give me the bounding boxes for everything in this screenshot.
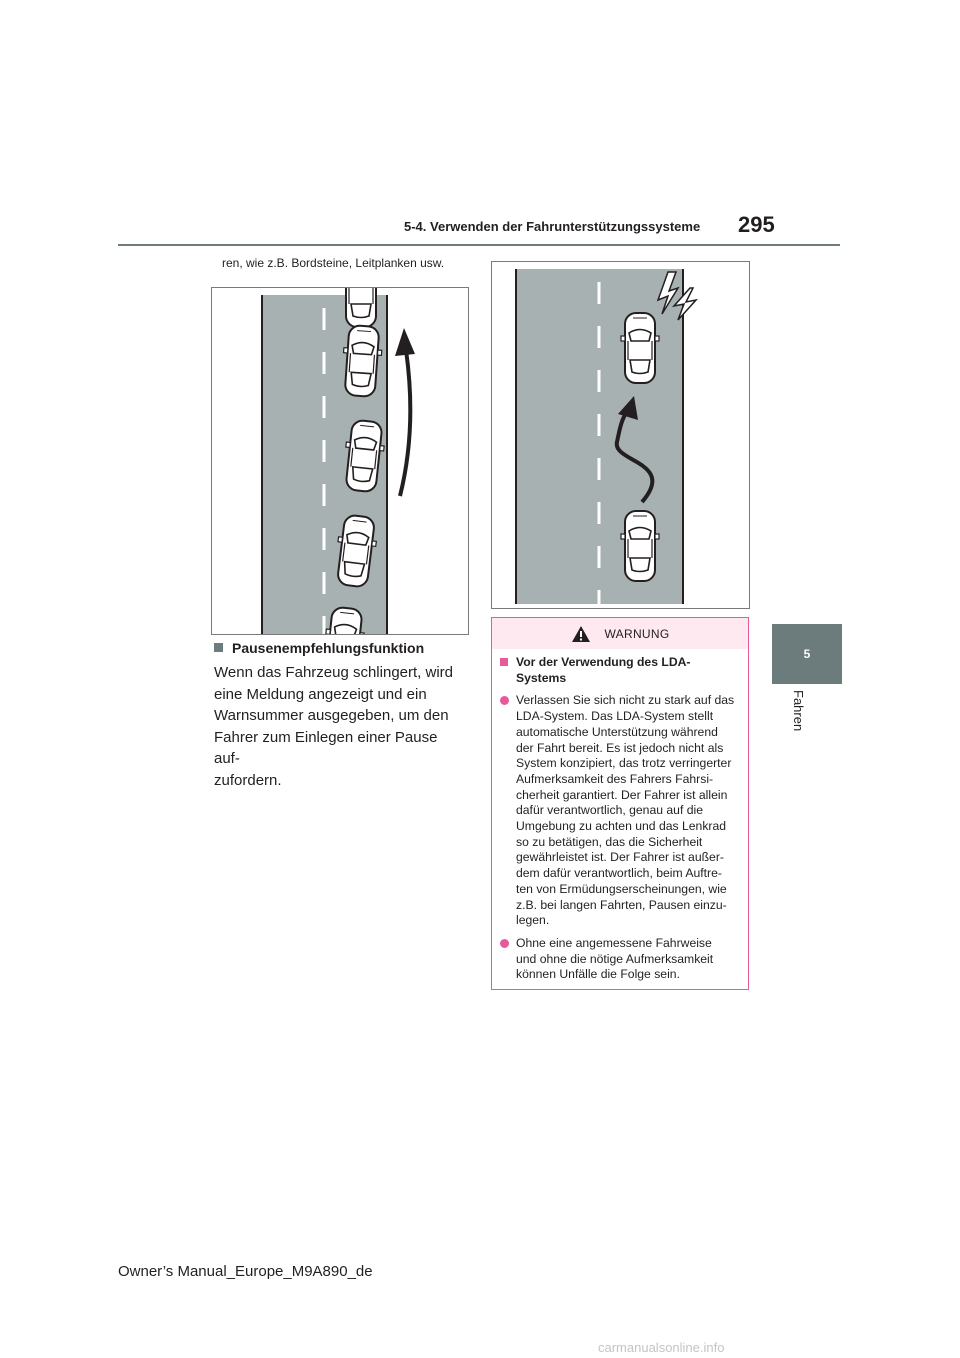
header-divider	[118, 244, 840, 246]
warning-bullet-2	[500, 936, 740, 983]
section-body	[214, 662, 466, 791]
intro-text: ren, wie z.B. Bordsteine, Leitplanken usw.	[222, 256, 445, 270]
warning-bullet-1	[500, 693, 740, 929]
warning-line: legen.	[516, 913, 550, 928]
section-title: 5-4. Verwenden der Fahrunterstützungssysteme	[404, 219, 701, 234]
warning-subheading	[500, 655, 740, 686]
bullet-dot	[500, 696, 509, 705]
warning-line: automatische Unterstützung während	[516, 724, 718, 739]
figure-weaving-vehicle-drawing	[492, 262, 749, 608]
car-icon	[342, 288, 380, 327]
warning-header	[492, 618, 748, 649]
curved-arrow-icon	[395, 328, 415, 496]
figure-lane-drift-drawing	[212, 288, 468, 634]
warning-line: dafür verantwortlich, genau auf die	[516, 803, 703, 818]
chapter-tab[interactable]: 5	[772, 624, 842, 684]
subheading-bullet	[500, 658, 508, 666]
heading-bullet	[214, 643, 223, 652]
figure-lane-drift	[211, 287, 469, 635]
page-number: 295	[738, 212, 775, 237]
car-icon	[621, 313, 659, 383]
warning-line: dem dafür verantwortlich, beim Auftre-	[516, 866, 722, 881]
body-line: zufordern.	[214, 771, 282, 789]
warning-line: ten von Ermüdungserscheinungen, wie	[516, 881, 727, 896]
warning-line: so zu betätigen, das die Sicherheit	[516, 834, 703, 849]
chapter-name: Fahren	[791, 690, 806, 732]
warning-line: gewährleistet ist. Der Fahrer ist außer-	[516, 850, 724, 865]
warning-line: Aufmerksamkeit des Fahrers Fahrsi-	[516, 771, 714, 786]
warning-line: und ohne die nötige Aufmerksamkeit	[516, 951, 714, 966]
warning-line: Verlassen Sie sich nicht zu stark auf das	[516, 693, 735, 708]
warning-line: LDA-System. Das LDA-System stellt	[516, 709, 714, 724]
car-icon	[621, 511, 659, 581]
warning-subheading-line: Systems	[516, 670, 567, 685]
warning-title: WARNUNG	[604, 626, 670, 641]
warning-line: z.B. bei langen Fahrten, Pausen einzu-	[516, 897, 727, 912]
figure-weaving-vehicle	[491, 261, 750, 609]
watermark: carmanualsonline.info	[598, 1340, 725, 1355]
warning-subheading-line: Vor der Verwendung des LDA-	[516, 655, 691, 669]
warning-line: der Fahrt bereit. Es ist jedoch nicht als	[516, 740, 724, 755]
warning-line: System konzipiert, das trotz verringerter	[516, 756, 732, 771]
body-line: Warnsummer ausgegeben, um den	[214, 707, 449, 724]
section-heading	[214, 640, 424, 656]
body-line: Wenn das Fahrzeug schlingert, wird	[214, 664, 454, 681]
section-heading-text: Pausenempfehlungsfunktion	[232, 640, 425, 656]
warning-line: können Unfälle die Folge sein.	[516, 967, 680, 982]
body-line: Fahrer zum Einlegen einer Pause auf-	[214, 728, 438, 767]
warning-content	[492, 649, 748, 983]
bullet-dot	[500, 939, 509, 948]
warning-triangle-icon	[571, 625, 591, 643]
footer-manual-id: Owner’s Manual_Europe_M9A890_de	[118, 1263, 373, 1280]
body-line: eine Meldung angezeigt und ein	[214, 685, 427, 703]
warning-line: Umgebung zu achten und das Lenkrad	[516, 819, 727, 834]
warning-box	[491, 617, 749, 990]
warning-line: cherheit garantiert. Der Fahrer ist allein	[516, 787, 728, 802]
warning-line: Ohne eine angemessene Fahrweise	[516, 935, 712, 950]
